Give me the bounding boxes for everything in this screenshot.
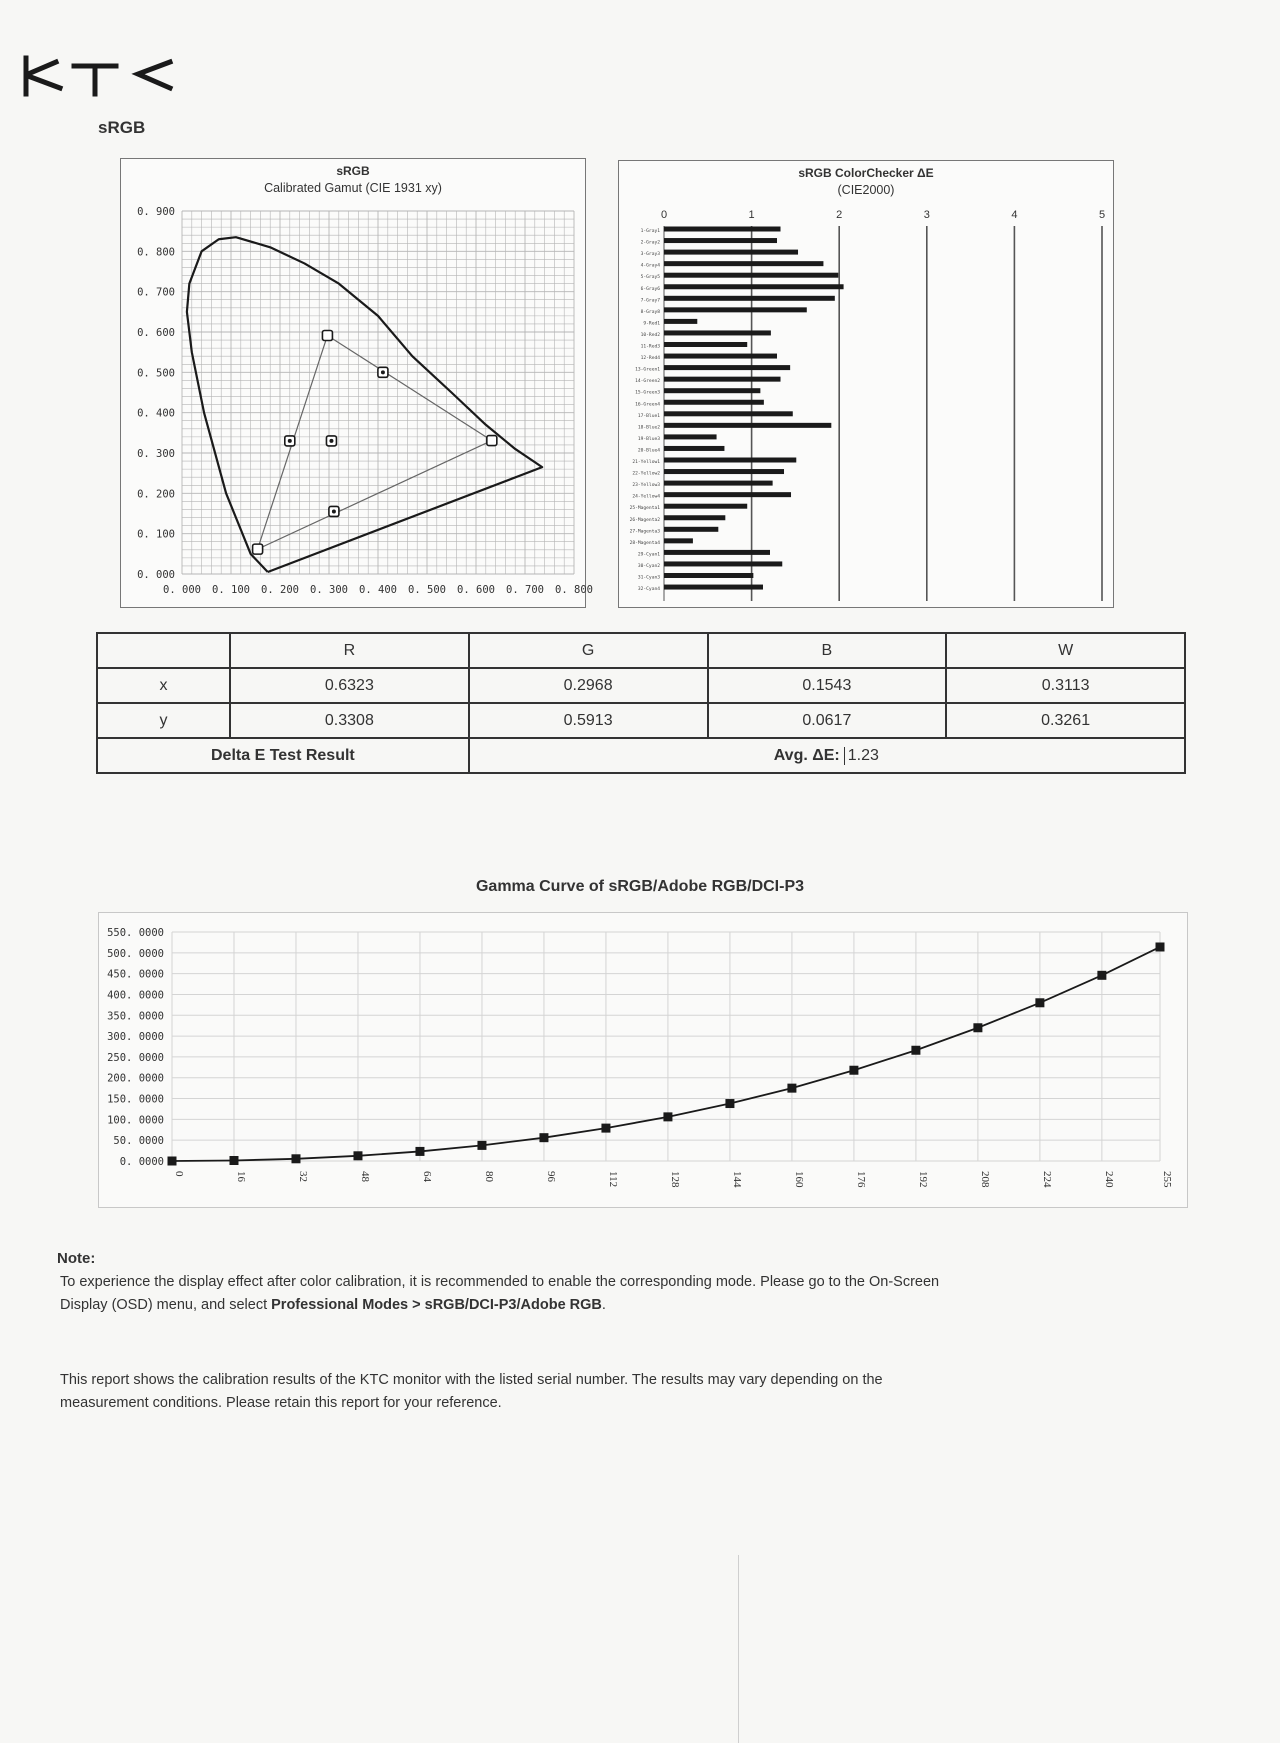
de-patch-label: 19-Blue3 [637,436,660,442]
de-bar [664,227,781,232]
de-axis-tick-label: 3 [923,209,930,221]
de-patch-label: 32-Cyan4 [637,587,660,593]
de-bar [664,342,747,347]
de-axis-tick-label: 1 [748,209,755,221]
gamut-x-tick-label: 0. 100 [212,584,250,596]
x-value-w: 0.3113 [946,668,1185,703]
gamma-point [229,1156,238,1165]
colorchecker-plot [619,161,1113,607]
de-bar [664,504,747,509]
de-patch-label: 8-Gray8 [640,309,660,315]
de-patch-label: 6-Gray6 [640,286,660,292]
de-patch-label: 27-Magenta3 [629,529,660,535]
gamma-x-tick-label: 160 [792,1171,805,1188]
gamma-y-tick-label: 250. 0000 [107,1051,164,1064]
note-osd-path: Professional Modes > sRGB/DCI-P3/Adobe RGB [271,1297,602,1313]
gamma-point [725,1099,734,1108]
de-bar [664,423,831,428]
de-bar [664,492,791,497]
gamut-y-tick-label: 0. 900 [137,206,175,218]
gamma-y-tick-label: 550. 0000 [107,927,164,939]
gamma-y-tick-label: 500. 0000 [107,947,164,960]
gamut-chart-panel [120,158,593,608]
de-patch-label: 24-Yellow4 [632,494,660,500]
de-patch-label: 30-Cyan2 [637,563,660,569]
gamma-point [291,1154,300,1163]
gamma-y-tick-label: 450. 0000 [107,968,164,981]
gamma-y-tick-label: 300. 0000 [107,1031,164,1044]
de-patch-label: 11-Red3 [640,344,660,350]
gamut-marker-dot [288,439,292,443]
de-patch-label: 9-Red1 [643,321,660,327]
colorchecker-chart-subtitle: (CIE2000) [837,183,895,197]
de-bar [664,330,771,335]
de-bar [664,585,763,590]
de-patch-label: 17-Blue1 [637,413,660,419]
de-patch-label: 7-Gray7 [640,298,660,304]
de-patch-label: 1-Gray1 [640,229,660,234]
de-axis-tick-label: 5 [1098,209,1106,221]
gamut-chart-subtitle: Calibrated Gamut (CIE 1931 xy) [264,181,442,195]
gamut-marker-dot [329,439,333,443]
de-bar [664,515,725,520]
de-bar [664,307,807,312]
de-patch-label: 29-Cyan1 [637,552,660,558]
primary-point-r [487,436,497,446]
note-text [60,1271,960,1317]
de-axis-tick-label: 4 [1011,209,1018,221]
row-label-y: y [97,703,230,738]
de-bar [664,365,790,370]
de-patch-label: 21-Yellow1 [632,460,660,465]
x-value-g: 0.2968 [469,668,708,703]
avg-delta-e-value: 1.23 [844,747,879,765]
de-patch-label: 4-Gray4 [640,263,660,269]
x-value-r: 0.6323 [230,668,469,703]
de-patch-label: 2-Gray2 [640,240,660,246]
gamut-y-tick-label: 0. 100 [137,528,175,541]
gamma-chart-panel [98,912,1188,1208]
gamma-x-tick-label: 64 [420,1171,433,1182]
gamma-x-tick-label: 128 [668,1171,681,1188]
gamma-point [1035,998,1044,1007]
de-bar [664,538,693,543]
de-patch-label: 12-Red4 [640,356,660,362]
x-value-b: 0.1543 [708,668,947,703]
gamma-x-tick-label: 80 [482,1171,495,1182]
gamma-point [353,1151,362,1160]
gamut-chart-title: sRGB [336,164,370,178]
de-bar [664,250,798,255]
gamma-chart-title: Gamma Curve of sRGB/Adobe RGB/DCI-P3 [475,878,805,895]
colorchecker-chart-title: sRGB ColorChecker ΔE [798,166,934,180]
note-text-main: To experience the display effect after color calibration, it is recommended to enable the corresponding mode. Please go to the On-Screen Display (OSD) menu, and select [60,1274,940,1313]
de-patch-label: 18-Blue2 [637,425,660,431]
de-patch-label: 10-Red2 [640,332,660,338]
gamma-y-tick-label: 100. 0000 [107,1114,164,1127]
table-row [97,668,1185,703]
primary-point-g [322,331,332,341]
de-bar [664,273,838,278]
gamma-x-tick-label: 192 [916,1171,929,1188]
gamut-y-tick-label: 0. 500 [137,367,175,380]
de-bar [664,550,770,555]
gamut-y-tick-label: 0. 300 [137,448,175,460]
table-header-row [97,633,1185,668]
gamma-x-tick-label: 32 [296,1171,309,1182]
de-axis-tick-label: 2 [836,209,843,221]
y-value-g: 0.5913 [469,703,708,738]
de-patch-label: 3-Gray3 [640,252,660,258]
header-w: W [946,633,1185,668]
gamma-point [601,1124,610,1133]
note-heading: Note: [57,1250,96,1267]
y-value-w: 0.3261 [946,703,1185,738]
gamut-x-tick-label: 0. 400 [359,584,397,596]
de-bar [664,319,697,324]
de-patch-label: 23-Yellow3 [632,483,660,489]
de-bar [664,284,844,289]
avg-delta-e-label: Avg. ΔE: [773,746,840,764]
de-bar [664,469,784,474]
colorchecker-chart-panel [618,160,1114,608]
report-disclaimer: This report shows the calibration results of the KTC monitor with the listed serial number. The results may vary depending on the measurement conditions. Please retain this report for your reference. [60,1372,883,1411]
de-bar [664,527,718,532]
de-patch-label: 15-Green3 [635,390,660,396]
y-value-r: 0.3308 [230,703,469,738]
gamma-y-tick-label: 350. 0000 [107,1010,164,1023]
de-bar [664,296,835,301]
primaries-table [96,632,1186,774]
gamma-curve-line [172,947,1160,1161]
header-g: G [469,633,708,668]
gamma-y-tick-label: 400. 0000 [107,989,164,1002]
de-patch-label: 25-Magenta1 [629,506,660,512]
gamut-x-tick-label: 0. 600 [457,584,495,596]
gamma-point [911,1046,920,1055]
de-bar [664,434,717,439]
de-bar [664,377,781,382]
gamma-plot [99,913,1187,1207]
de-bar [664,261,823,266]
de-patch-label: 26-Magenta2 [629,517,660,523]
gamut-marker-dot [332,509,336,513]
gamut-x-tick-label: 0. 300 [310,584,348,596]
de-bar [664,400,764,405]
gamma-point [1156,942,1165,951]
gamma-x-tick-label: 240 [1102,1171,1115,1188]
y-value-b: 0.0617 [708,703,947,738]
de-axis-tick-label: 0 [660,209,668,221]
de-patch-label: 14-Green2 [635,379,660,385]
de-bar [664,411,793,416]
gamut-y-tick-label: 0. 000 [137,569,175,581]
gamut-x-tick-label: 0. 200 [261,584,299,596]
section-title: sRGB [98,118,146,137]
gamut-marker-dot [381,370,385,374]
gamut-y-tick-label: 0. 800 [137,246,175,259]
gamma-y-tick-label: 150. 0000 [107,1093,164,1106]
gamma-x-tick-label: 48 [358,1171,371,1182]
gamma-point [973,1023,982,1032]
header-r: R [230,633,469,668]
de-patch-label: 22-Yellow2 [632,471,660,477]
de-bar [664,354,777,359]
primary-point-b [253,544,263,554]
paper-fold-line [738,1555,739,1743]
gamut-x-tick-label: 0. 800 [555,584,593,596]
gamma-x-tick-label: 176 [854,1171,867,1188]
gamma-y-tick-label: 50. 0000 [113,1135,164,1148]
gamut-x-tick-label: 0. 500 [408,584,446,596]
gamma-x-tick-label: 144 [730,1171,743,1188]
gamma-x-tick-label: 16 [234,1171,247,1182]
de-patch-label: 5-Gray5 [640,275,660,281]
gamut-y-tick-label: 0. 400 [137,407,175,420]
de-patch-label: 28-Magenta4 [629,540,660,546]
table-row [97,703,1185,738]
gamut-y-tick-label: 0. 700 [137,286,175,299]
table-corner-cell [97,633,230,668]
gamut-plot [121,159,593,607]
result-row [97,738,1185,773]
row-label-x: x [97,668,230,703]
gamma-point [415,1147,424,1156]
gamma-x-tick-label: 208 [978,1171,991,1188]
note-text-end: . [601,1297,606,1313]
de-bar [664,481,773,486]
gamma-point [1097,971,1106,980]
de-patch-label: 20-Blue4 [637,448,660,454]
de-bar [664,458,796,463]
gamma-x-tick-label: 255 [1161,1171,1173,1188]
gamut-x-tick-label: 0. 700 [506,584,544,596]
ktc-logo [20,52,180,100]
gamut-x-tick-label: 0. 000 [163,584,201,596]
gamma-point [663,1112,672,1121]
gamma-point [539,1133,548,1142]
gamut-y-tick-label: 0. 200 [137,488,175,501]
gamma-x-tick-label: 96 [544,1171,557,1182]
gamma-point [168,1157,177,1166]
gamma-y-tick-label: 200. 0000 [107,1072,164,1085]
gamma-x-tick-label: 112 [606,1171,619,1188]
de-bar [664,561,782,566]
gamma-point [477,1141,486,1150]
de-patch-label: 16-Green4 [635,402,660,408]
header-b: B [708,633,947,668]
de-patch-label: 13-Green1 [635,367,660,373]
de-bar [664,238,777,243]
gamma-x-tick-label: 224 [1040,1171,1053,1188]
avg-delta-e-cell [469,738,1185,773]
gamma-y-tick-label: 0. 0000 [119,1156,164,1168]
de-patch-label: 31-Cyan3 [637,575,660,581]
de-bar [664,573,753,578]
gamma-x-tick-label: 0 [173,1171,185,1177]
gamma-point [849,1066,858,1075]
delta-e-result-label: Delta E Test Result [97,738,469,773]
gamut-y-tick-label: 0. 600 [137,327,175,339]
de-bar [664,388,760,393]
de-bar [664,446,724,451]
gamma-point [787,1084,796,1093]
